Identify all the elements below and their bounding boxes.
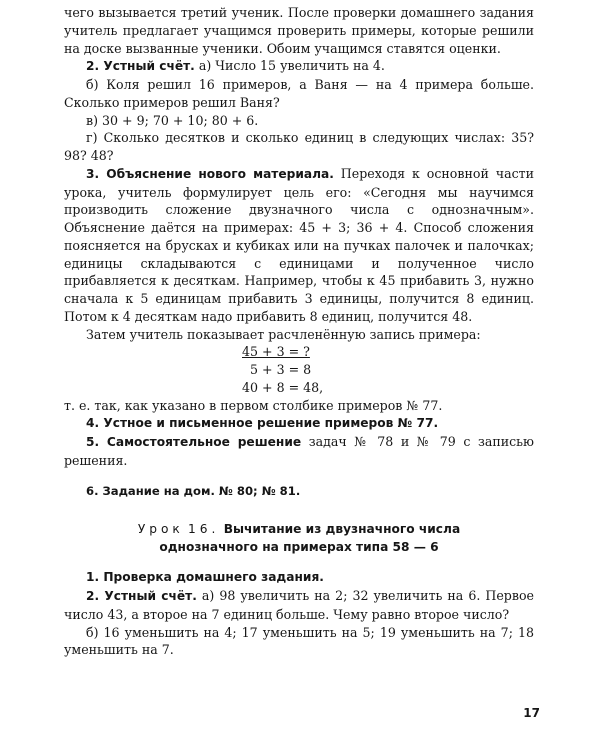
oral-count-a bbox=[64, 57, 534, 76]
item-4 bbox=[64, 414, 534, 433]
oral-count-g: г) Сколько десятков и сколько единиц в следующих числах: 35? 98? 48? bbox=[64, 130, 534, 163]
equation-line-1 bbox=[242, 343, 534, 361]
lesson-heading-line-2: однозначного на примерах типа 58 — 6 bbox=[159, 540, 439, 555]
equation-2: 5 + 3 = 8 bbox=[250, 362, 312, 377]
lesson-oral-a-text: а) 98 увеличить на 2; 32 увеличить на 6. Первое число 43, а второе на 7 единиц больше. Чему равно второе число? bbox=[64, 588, 534, 622]
spacer bbox=[64, 500, 534, 520]
homework-check-text: 1. Проверка домашнего задания. bbox=[86, 570, 324, 585]
equation-3: 40 + 8 = 48, bbox=[242, 379, 324, 395]
lesson-word: Урок bbox=[137, 522, 184, 537]
lesson-heading-line-1 bbox=[64, 520, 534, 538]
oral-count-b: б) Коля решил 16 примеров, а Ваня — на 4 примера больше. Сколько примеров решил Ваня? bbox=[64, 77, 534, 110]
lesson-number: 16. bbox=[188, 522, 220, 537]
lesson-title-1: Вычитание из двузначного числа bbox=[223, 522, 461, 537]
oral-count-a-text: а) Число 15 увеличить на 4. bbox=[198, 58, 385, 74]
homework-check bbox=[64, 568, 534, 587]
item-4-text: 4. Устное и письменное решение примеров № 77. bbox=[86, 416, 439, 431]
explanation-text: Переходя к основной части урока, учитель формулирует цель его: «Сегодня мы научимся производить сложение двузначного числа с однозначным». Объяснение даётся на примерах: 45 + 3; 36 + 4. Способ сложения поясняется на брусках и кубиках или на пучках палочек и палочках; единицы складываются с единицами и полученное число прибавляется к десяткам. Например, чтобы к 45 прибавить 3, нужно сначала к 5 единицам прибавить 3 единицы, получится 8 единиц. Потом к 4 десяткам надо прибавить 8 единиц, получится 48. bbox=[64, 165, 534, 324]
decomposition-intro: Затем учитель показывает расчленённую запись примера: bbox=[86, 326, 481, 342]
spacer bbox=[64, 556, 534, 568]
column-reference: т. е. так, как указано в первом столбике примеров № 77. bbox=[64, 397, 443, 413]
explanation-paragraph bbox=[64, 165, 534, 326]
equation-line-2 bbox=[250, 361, 534, 379]
item-6-text: 6. Задание на дом. № 80; № 81. bbox=[86, 483, 301, 498]
oral-count-v: в) 30 + 9; 70 + 10; 80 + 6. bbox=[86, 112, 259, 128]
lesson-oral-b: б) 16 уменьшить на 4; 17 уменьшить на 5; 19 уменьшить на 7; 18 уменьшить на 7. bbox=[64, 624, 534, 658]
equation-1: 45 + 3 = ? bbox=[242, 344, 310, 360]
item-5-heading: 5. Самостоятельное решение bbox=[86, 435, 302, 449]
page-number: 17 bbox=[523, 706, 540, 720]
book-page bbox=[64, 4, 534, 659]
equation-line-3 bbox=[242, 379, 534, 397]
paragraph-intro: чего вызывается третий ученик. После проверки домашнего задания учитель предлагает учащимся проверить примеры, которые решили на доске вызванные ученики. Обоим учащимся ставятся оценки. bbox=[64, 5, 534, 56]
spacer bbox=[64, 470, 534, 482]
lesson-oral-a bbox=[64, 587, 534, 624]
item-5 bbox=[64, 433, 534, 470]
oral-count-heading: 2. Устный счёт. bbox=[86, 59, 195, 74]
item-5-text: задач № 78 и № 79 с записью решения. bbox=[64, 434, 534, 468]
item-6 bbox=[64, 482, 534, 501]
explanation-heading: 3. Объяснение нового материала. bbox=[86, 166, 334, 181]
lesson-oral-heading: 2. Устный счёт. bbox=[86, 589, 197, 603]
